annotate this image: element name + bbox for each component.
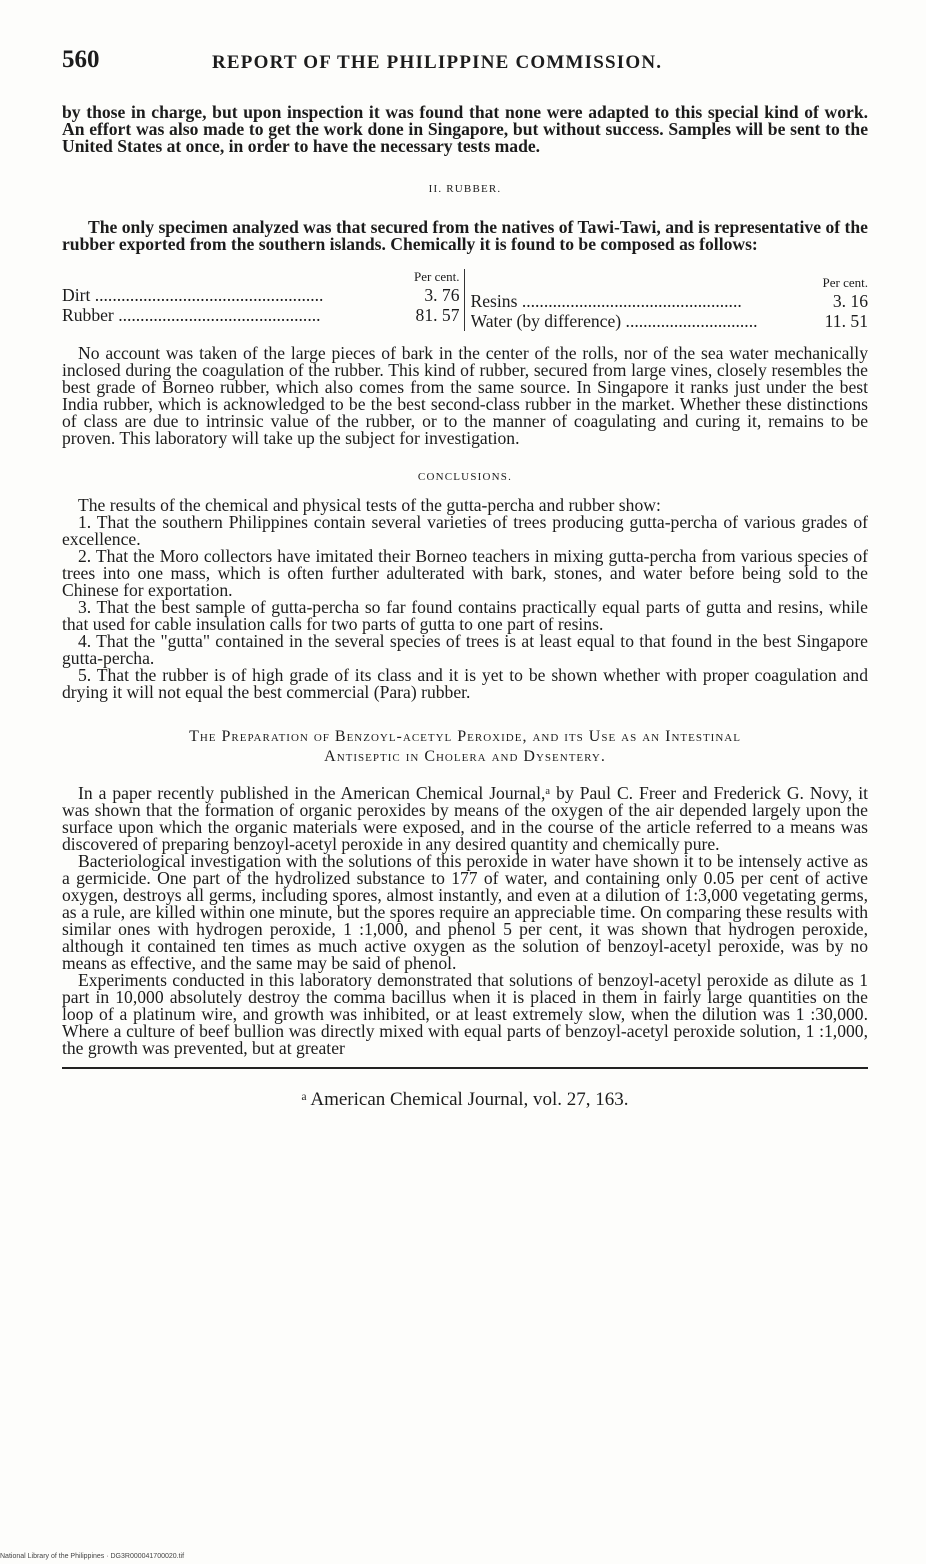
page: [62, 40, 868, 1111]
composition-row-water: [471, 311, 869, 331]
page-header: [62, 40, 868, 80]
rubber-paragraph: The only specimen analyzed was that secured from the natives of Tawi-Tawi, and is representative of the rubber exported from the southern islands. Chemically it is found to be composed as follows:: [62, 217, 868, 254]
composition-row-rubber: [62, 305, 460, 325]
footnote: ᵃ American Chemical Journal, vol. 27, 163.: [301, 1089, 629, 1110]
composition-row-dirt: [62, 285, 460, 305]
unit-header-right: Per cent.: [822, 275, 868, 290]
composition-table: [62, 269, 868, 331]
conclusion-item: 2. That the Moro collectors have imitated their Borneo teachers in mixing gutta-percha from various species of trees into one mass, which is often further adulterated with bark, stones, and water before being sold to the Chinese for exportation.: [62, 546, 868, 600]
composition-value: 81. 57: [415, 305, 460, 325]
conclusion-item: 4. That the "gutta" contained in the several species of trees is at least equal to that found in the best Singapore gutta-percha.: [62, 631, 868, 668]
conclusions-intro: The results of the chemical and physical tests of the gutta-percha and rubber show:: [78, 495, 661, 515]
article-title: [62, 727, 868, 767]
composition-left-column: [62, 269, 465, 331]
conclusion-item: 5. That the rubber is of high grade of its class and it is yet to be shown whether with proper coagulation and drying it will not equal the best commercial (Para) rubber.: [62, 665, 868, 702]
composition-label: Dirt ....................................................: [62, 285, 324, 305]
footnote-rule: [62, 1067, 868, 1069]
running-head: REPORT OF THE PHILIPPINE COMMISSION.: [212, 52, 663, 73]
article-paragraph: Experiments conducted in this laboratory demonstrated that solutions of benzoyl-acetyl peroxide as dilute as 1 part in 10,000 absolutely destroy the comma bacillus when it is placed in them in fairly large quantities on the loop of a platinum wire, and growth was inhibited, or at least extremely slow, when the dilution was 1 :30,000. Where a culture of beef bullion was directly mixed with equal parts of benzoyl-acetyl peroxide solution, 1 :1,000, the growth was prevented, but at greater: [62, 970, 868, 1058]
composition-row-resins: [471, 291, 869, 311]
article-title-line-2: Antiseptic in Cholera and Dysentery.: [324, 748, 606, 765]
rubber-discussion: No account was taken of the large pieces of bark in the center of the rolls, nor of the sea water mechanically inclosed during the coagulation of the rubber. This kind of rubber, secured from large vines, closely resembles the best grade of Borneo rubber, which also comes from the same source. In Singapore it ranks just under the best India rubber, which is acknowledged to be the best second-class rubber in the market. Whether these distinctions of class are due to intrinsic value of the rubber, or to the manner of coagulating and curing it, remains to be proven. This laboratory will take up the subject for investigation.: [62, 343, 868, 448]
intro-paragraph: by those in charge, but upon inspection it was found that none were adapted to this special kind of work. An effort was also made to get the work done in Singapore, but without success. Samples will be sent to the United States at once, in order to have the necessary tests made.: [62, 102, 868, 156]
rubber-heading: II. RUBBER.: [428, 183, 502, 195]
composition-label: Water (by difference) ..............................: [470, 311, 758, 331]
article-paragraph: Bacteriological investigation with the solutions of this peroxide in water have shown it to be intensely active as a germicide. One part of the hydrolized substance to 177 of water, and containing only 0.05 per cent of active oxygen, destroys all germs, including spores, almost instantly, and even at a dilution of 1:3,000 vegetating germs, as a rule, are killed within one minute, but the spores require an appreciable time. On comparing these results with similar ones with hydrogen peroxide, 1 :1,000, and phenol 5 per cent, it was shown that hydrogen peroxide, although it contained ten times as much active oxygen as the solution of benzoyl-acetyl peroxide, was by no means as effective, and the same may be said of phenol.: [62, 851, 868, 973]
composition-right-column: [465, 269, 869, 331]
conclusion-item: 1. That the southern Philippines contain several varieties of trees producing gutta-percha of various grades of excellence.: [62, 512, 868, 549]
conclusion-item: 3. That the best sample of gutta-percha so far found contains practically equal parts of gutta and resins, while that used for cable insulation calls for two parts of gutta to one part of resins.: [62, 597, 868, 634]
composition-label: Resins ..................................................: [470, 291, 742, 311]
composition-value: 3. 76: [424, 285, 460, 305]
conclusions-heading: CONCLUSIONS.: [417, 471, 513, 483]
page-number: 560: [62, 46, 100, 73]
composition-label: Rubber ..............................................: [62, 305, 321, 325]
scan-imprint: National Library of the Philippines · DG3R000041700020.tif: [0, 1553, 185, 1560]
article-paragraph: In a paper recently published in the American Chemical Journal,ᵃ by Paul C. Freer and Frederick G. Novy, it was shown that the formation of organic peroxides by means of the oxygen of the air depended largely upon the surface upon which the organic materials were exposed, and in the course of the article referred to a means was discovered of preparing benzoyl-acetyl peroxide in any desired quantity and chemically pure.: [62, 783, 868, 854]
unit-header-left: Per cent.: [414, 269, 460, 284]
article-title-line-1: The Preparation of Benzoyl-acetyl Peroxide, and its Use as an Intestinal: [189, 728, 741, 745]
composition-value: 11. 51: [824, 311, 868, 331]
composition-value: 3. 16: [832, 291, 868, 311]
